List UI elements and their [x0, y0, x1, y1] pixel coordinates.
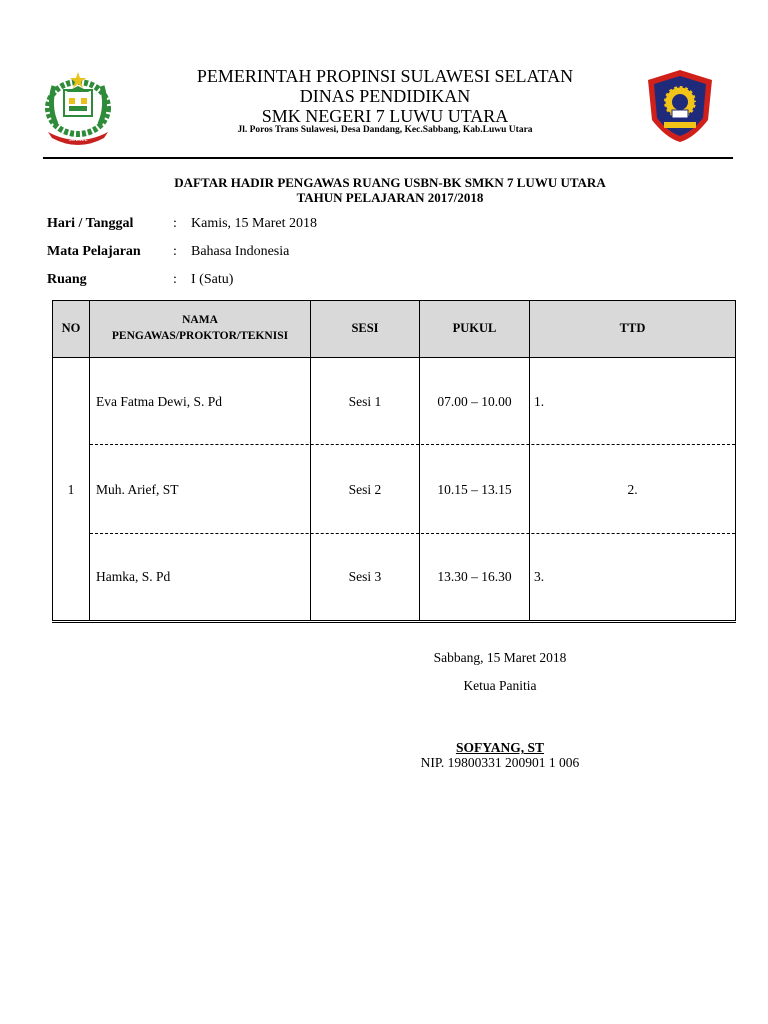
header-nama-line1: NAMA [182, 314, 218, 326]
school-crest-icon [644, 68, 716, 144]
table-bottom-rule [52, 622, 736, 623]
signature-place-date: Sabbang, 15 Maret 2018 [433, 650, 567, 665]
provincial-emblem-icon [38, 66, 118, 146]
info-label-date: Hari / Tanggal [47, 216, 134, 231]
info-value-room: I (Satu) [191, 272, 234, 287]
row-2-ttd: 2. [627, 482, 638, 497]
info-value-subject: Bahasa Indonesia [191, 244, 290, 259]
row-3-sesi: Sesi 3 [348, 569, 382, 584]
row-3-ttd: 3. [534, 569, 545, 584]
column-divider [89, 301, 90, 620]
header-no: NO [61, 321, 81, 335]
row-1-pukul: 07.00 – 10.00 [437, 394, 512, 409]
row-2-pukul: 10.15 – 13.15 [437, 482, 512, 497]
signature-name: SOFYANG, ST [455, 740, 545, 755]
row-1-sesi: Sesi 1 [348, 394, 382, 409]
header-address: Jl. Poros Trans Sulawesi, Desa Dandang, Kec.Sabbang, Kab.Luwu Utara [237, 125, 533, 135]
info-value-date: Kamis, 15 Maret 2018 [191, 216, 317, 231]
row-no: 1 [67, 482, 75, 497]
header-ttd: TTD [619, 321, 646, 335]
row-1-nama: Eva Fatma Dewi, S. Pd [96, 394, 222, 409]
info-colon: : [173, 216, 177, 231]
info-colon: : [173, 244, 177, 259]
row-2-sesi: Sesi 2 [348, 482, 382, 497]
header-divider [43, 157, 733, 159]
document-subtitle: TAHUN PELAJARAN 2017/2018 [296, 190, 484, 205]
row-1-ttd: 1. [534, 394, 545, 409]
info-label-subject: Mata Pelajaran [47, 244, 141, 259]
info-colon: : [173, 272, 177, 287]
header-line-3: SMK NEGERI 7 LUWU UTARA [261, 106, 509, 126]
row-divider [90, 444, 735, 445]
header-pukul: PUKUL [452, 321, 497, 335]
signature-nip: NIP. 19800331 200901 1 006 [420, 755, 580, 770]
row-divider [90, 533, 735, 534]
header-sesi: SESI [351, 321, 379, 335]
header-line-2: DINAS PENDIDIKAN [299, 86, 471, 106]
header-line-1: PEMERINTAH PROPINSI SULAWESI SELATAN [196, 66, 574, 86]
row-3-nama: Hamka, S. Pd [96, 569, 171, 584]
row-2-nama: Muh. Arief, ST [96, 482, 179, 497]
header-nama-line2: PENGAWAS/PROKTOR/TEKNISI [111, 330, 289, 342]
svg-text:SULSEL: SULSEL [68, 137, 88, 143]
signature-role: Ketua Panitia [463, 678, 537, 693]
column-divider [529, 301, 530, 620]
document-title: DAFTAR HADIR PENGAWAS RUANG USBN-BK SMKN 7 LUWU UTARA [174, 175, 606, 190]
row-3-pukul: 13.30 – 16.30 [437, 569, 512, 584]
attendance-table [52, 300, 736, 621]
info-label-room: Ruang [47, 272, 87, 287]
